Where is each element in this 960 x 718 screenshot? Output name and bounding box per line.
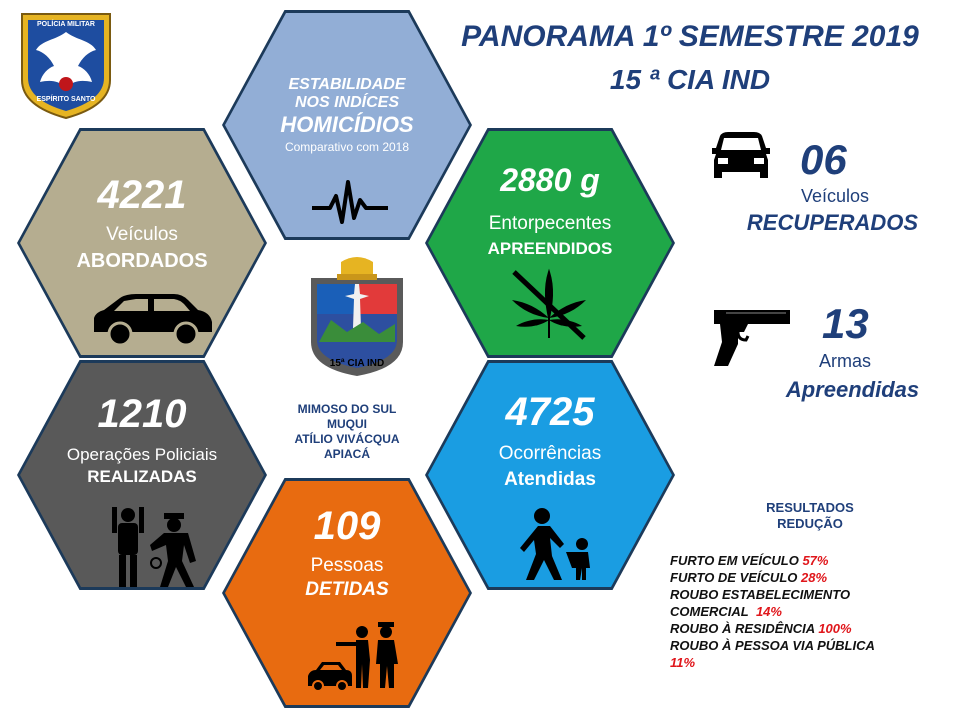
arrest-icon bbox=[108, 505, 212, 589]
result-text: ROUBO ESTABELECIMENTO bbox=[670, 587, 851, 602]
result-pct: 57% bbox=[802, 553, 829, 568]
heartbeat-icon bbox=[310, 178, 390, 228]
entorpecentes-label1: Entorpecentes bbox=[488, 213, 612, 234]
result-item bbox=[670, 620, 955, 637]
result-text: COMERCIAL bbox=[670, 604, 749, 619]
operacoes-label1: Operações Policiais bbox=[66, 445, 218, 464]
pessoas-value: 109 bbox=[313, 504, 381, 548]
homicidios-line2: NOS INDÍCES bbox=[294, 94, 399, 111]
recuperados-label2: RECUPERADOS bbox=[746, 210, 919, 235]
no-drug-icon bbox=[508, 268, 590, 342]
result-text: ROUBO À RESIDÊNCIA bbox=[670, 621, 815, 636]
result-text: FURTO EM VEÍCULO bbox=[670, 553, 799, 568]
cia-badge-text: 15ª CIA IND bbox=[329, 358, 385, 369]
armas-label1: Armas bbox=[818, 351, 871, 371]
police-stop-icon bbox=[306, 620, 406, 692]
car-front-icon bbox=[708, 130, 774, 182]
result-pct: 28% bbox=[801, 570, 828, 585]
result-item bbox=[670, 569, 955, 586]
results-title1: RESULTADOS bbox=[766, 500, 854, 515]
results-list bbox=[670, 552, 955, 671]
homicidios-line1: ESTABILIDADE bbox=[288, 76, 406, 93]
result-item bbox=[670, 603, 955, 620]
operacoes-label2: REALIZADAS bbox=[87, 467, 197, 486]
results-title bbox=[740, 500, 880, 532]
result-item bbox=[670, 654, 955, 671]
homicidios-main: HOMICÍDIOS bbox=[280, 112, 414, 137]
page-title: PANORAMA 1º SEMESTRE 2019 bbox=[461, 20, 919, 53]
veiculos-value: 4221 bbox=[97, 173, 187, 217]
recuperados-label1: Veículos bbox=[800, 186, 870, 206]
pm-logo bbox=[18, 10, 114, 120]
result-pct: 11% bbox=[670, 655, 696, 670]
city-item: MIMOSO DO SUL bbox=[297, 402, 397, 416]
result-item bbox=[670, 637, 955, 654]
results-title2: REDUÇÃO bbox=[777, 516, 843, 531]
ocorrencias-value: 4725 bbox=[505, 390, 595, 434]
logo-top-text: POLÍCIA MILITAR bbox=[37, 21, 95, 28]
entorpecentes-label2: APREENDIDOS bbox=[487, 239, 613, 258]
armas-value: 13 bbox=[822, 300, 869, 347]
result-pct: 100% bbox=[818, 621, 852, 636]
page-subtitle: 15 ª CIA IND bbox=[609, 64, 771, 95]
homicidios-sub: Comparativo com 2018 bbox=[284, 140, 410, 154]
ocorrencias-label1: Ocorrências bbox=[498, 443, 602, 464]
result-item bbox=[670, 552, 955, 569]
pessoas-label2: DETIDAS bbox=[305, 579, 389, 600]
veiculos-label1: Veículos bbox=[106, 224, 178, 245]
city-item: MUQUI bbox=[327, 417, 367, 431]
veiculos-label2: ABORDADOS bbox=[76, 250, 208, 272]
city-item: ATÍLIO VIVÁCQUA bbox=[294, 432, 400, 446]
pessoas-label1: Pessoas bbox=[310, 555, 384, 576]
armas-label2: Apreendidas bbox=[785, 377, 920, 402]
ocorrencias-label2: Atendidas bbox=[504, 469, 596, 490]
result-item bbox=[670, 586, 955, 603]
logo-bottom-text: ESPÍRITO SANTO bbox=[36, 96, 96, 103]
recuperados-value: 06 bbox=[800, 136, 847, 183]
help-icon bbox=[512, 506, 598, 582]
city-item: APIACÁ bbox=[323, 447, 370, 461]
result-text: FURTO DE VEÍCULO bbox=[670, 570, 798, 585]
operacoes-value: 1210 bbox=[97, 392, 187, 436]
cities-list bbox=[262, 402, 432, 462]
result-text: ROUBO À PESSOA VIA PÚBLICA bbox=[670, 638, 875, 653]
entorpecentes-value: 2880 g bbox=[500, 162, 600, 198]
car-icon bbox=[90, 292, 216, 348]
result-pct: 14% bbox=[755, 604, 782, 619]
